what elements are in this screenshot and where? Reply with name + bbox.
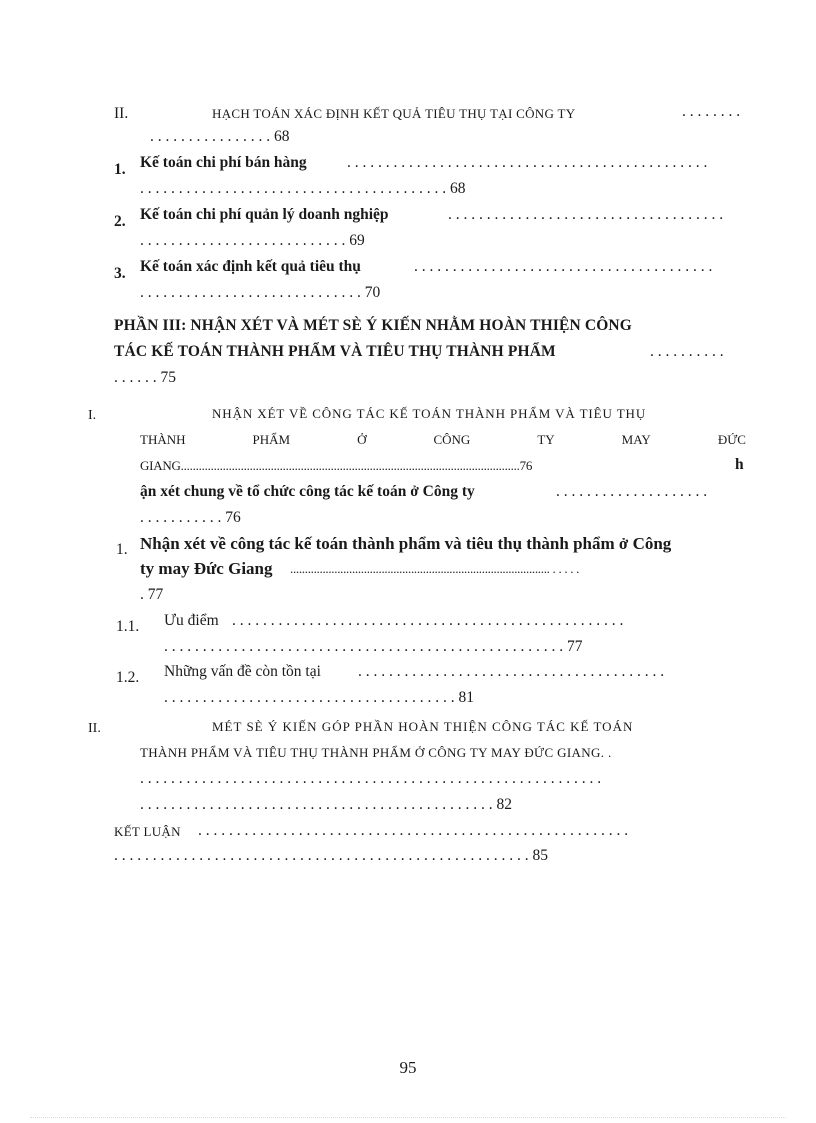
leader-dots-page: . . . . . . . . . . . . . . . . . . . . . . . . . . . . . . . . . . . . . . . . . . . . . . . . . . . . 77: [164, 638, 583, 655]
item-title: Những vấn đề còn tồn tại: [164, 663, 321, 680]
item-number: 1.1.: [116, 618, 140, 635]
leader-dots: . . . . . . . . . . . . . . . . . . . . . . . . . . . . . . . . . . . . . . . . . . . . . . .: [347, 154, 708, 171]
leader-dots-page: . . . . . . . . . . . . . . . . . . . . . . . . . . . . . . . . . . . . . . . . 68: [140, 180, 466, 197]
section-title: NHẬN XÉT VỀ CÔNG TÁC KẾ TOÁN THÀNH PHẨM VÀ TIÊU THỤ: [212, 406, 647, 421]
section-title-justified: [140, 430, 746, 450]
title-word: PHẨM: [252, 432, 291, 447]
page-number: 95: [399, 1058, 417, 1077]
part-heading: PHẦN III: NHẬN XÉT VÀ MÉT SÈ Ý KIẾN NHẰM HOÀN THIỆN CÔNG: [114, 317, 632, 334]
leader-dots: . . . . . . . . . . . . . . . . . . . . . . . . . . . . . . . . . . . .: [448, 206, 724, 223]
leader-dots: . . . . . . . . . . . . . . . . . . . . . . . . . . . . . . . . . . . . . . . . . . . . . . . . . . . . . . . .: [198, 822, 629, 839]
section-title: HẠCH TOÁN XÁC ĐỊNH KẾT QUẢ TIÊU THỤ TẠI CÔNG TY: [212, 106, 576, 121]
leader-dots: . . . . . . . . . . . . . . . . . . . . . . . . . . . . . . . . . . . . . . . .: [358, 663, 665, 680]
item-number: 1.2.: [116, 669, 140, 686]
split-letter: h: [735, 456, 744, 473]
section-number: II.: [88, 721, 101, 736]
leader-dots-page: . . . . . . . . . . . . . . . . 68: [150, 128, 290, 145]
section-number: II.: [114, 105, 129, 122]
item-number: 1.: [114, 161, 126, 178]
leader-dots-page: . . . . . . 75: [114, 369, 176, 386]
title-word: THÀNH: [140, 432, 186, 447]
item-title: Ưu điểm: [164, 612, 219, 629]
leader-dots: . . . . . . . . . . . . . . . . . . . . . . . . . . . . . . . . . . . . . . . . . . . . . . . . . . . . . . . . . . . .: [140, 770, 602, 787]
leader-dots-page: . . . . . . . . . . . . . . . . . . . . . . . . . . . . . 70: [140, 284, 381, 301]
item-number: 2.: [114, 213, 126, 230]
section-title-end: GIANG.................................................................................................................76: [140, 458, 533, 473]
leader-dots-page: . . . . . . . . . . . . . . . . . . . . . . . . . . . 69: [140, 232, 365, 249]
leader-dots-page: . . . . . . . . . . . 76: [140, 509, 241, 526]
title-word: CÔNG: [433, 432, 471, 447]
leader-dots: . . . . . . . . . . . . . . . . . . . .: [556, 483, 708, 500]
title-word: MAY: [621, 432, 651, 447]
item-title: Nhận xét về công tác kế toán thành phẩm và tiêu thụ thành phẩm ở Công: [140, 534, 672, 553]
section-title-cont: THÀNH PHẨM VÀ TIÊU THỤ THÀNH PHẨM Ở CÔNG TY MAY ĐỨC GIANG. .: [140, 745, 612, 760]
item-title: Kế toán chi phí bán hàng: [140, 154, 307, 171]
leader-dots-page: . 77: [140, 586, 164, 603]
leader-dots: . . . . . . . . . . . . . . . . . . . . . . . . . . . . . . . . . . . . . . .: [414, 258, 713, 275]
leader-dots: ........................................................................................ . . . . .: [290, 561, 580, 576]
section-number: I.: [88, 408, 97, 423]
leader-dots-page: . . . . . . . . . . . . . . . . . . . . . . . . . . . . . . . . . . . . . . 81: [164, 689, 474, 706]
title-word: Ở: [357, 432, 367, 447]
item-title: ận xét chung về tổ chức công tác kế toán ở Công ty: [140, 483, 475, 500]
item-title-cont: ty may Đức Giang: [140, 559, 273, 578]
leader-dots-page: . . . . . . . . . . . . . . . . . . . . . . . . . . . . . . . . . . . . . . . . . . . . . . 82: [140, 796, 512, 813]
leader-dots-page: . . . . . . . . . . . . . . . . . . . . . . . . . . . . . . . . . . . . . . . . . . . . . . . . . . . . . . 85: [114, 847, 548, 864]
leader-dots: . . . . . . . . . .: [650, 343, 724, 360]
conclusion-title: KẾT LUẬN: [114, 824, 181, 839]
section-title: MÉT SÈ Ý KIẾN GÓP PHẦN HOÀN THIỆN CÔNG TÁC KẾ TOÁN: [212, 719, 634, 734]
leader-dots: . . . . . . . . . . . . . . . . . . . . . . . . . . . . . . . . . . . . . . . . . . . . . . . . . . .: [232, 612, 624, 629]
leader-dots: . . . . . . . .: [682, 103, 741, 120]
item-number: 1.: [116, 541, 128, 558]
part-heading-cont: TÁC KẾ TOÁN THÀNH PHẨM VÀ TIÊU THỤ THÀNH PHẨM: [114, 343, 556, 360]
title-word: ĐỨC: [717, 432, 746, 447]
item-title: Kế toán xác định kết quả tiêu thụ: [140, 258, 361, 275]
item-number: 3.: [114, 265, 126, 282]
title-word: TY: [537, 432, 555, 447]
page-edge-divider: [30, 1117, 786, 1118]
item-title: Kế toán chi phí quản lý doanh nghiệp: [140, 206, 389, 223]
